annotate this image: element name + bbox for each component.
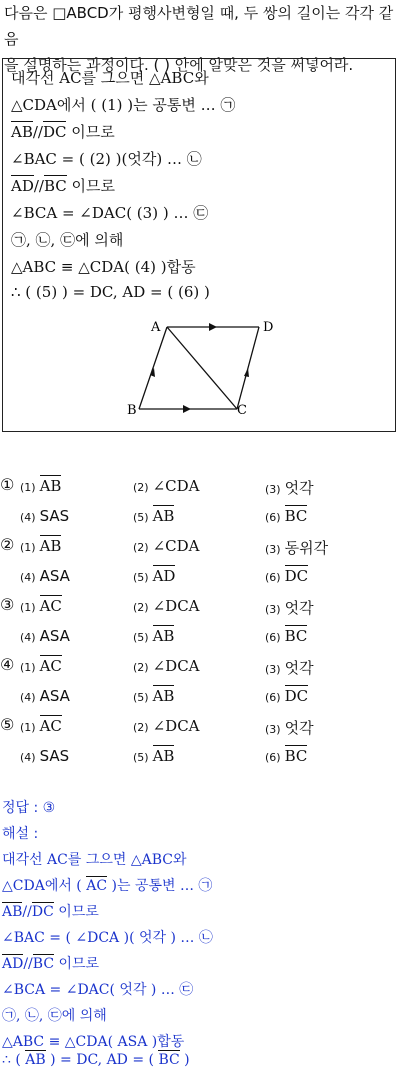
choice-mark: ③ — [0, 595, 15, 614]
proof-line-3-text: 이므로 — [71, 123, 115, 141]
arrow-ad — [209, 323, 217, 331]
choice-3-item-1: AC — [39, 597, 62, 615]
solution-line-8: △ABC ≡ △CDA( ASA )합동 — [2, 1034, 185, 1050]
choice-1-item-4: SAS — [39, 507, 70, 525]
parallelogram-figure — [3, 59, 395, 431]
choice-mark: ② — [0, 535, 15, 554]
proof-line-2: △CDA에서 ( (1) )는 공통변 … ㉠ — [11, 96, 236, 114]
choice-3-item-2: ∠DCA — [152, 597, 200, 615]
segment-dc: DC — [42, 123, 67, 141]
side-ab — [139, 327, 167, 409]
parallel-sign: // — [33, 177, 44, 195]
proof-line-6: ∠BCA = ∠DAC( (3) ) … ㉢ — [11, 204, 209, 222]
choice-3-item-5: AB — [152, 627, 175, 645]
choice-5-item-1: AC — [39, 717, 62, 735]
choice-2-item-3: 동위각 — [284, 539, 329, 557]
question-line-1: 다음은 □ABCD가 평행사변형일 때, 두 쌍의 길이는 각각 같음 — [4, 4, 394, 48]
choice-5-item-3: 엇각 — [284, 719, 314, 737]
segment-ad: AD — [11, 177, 34, 195]
choice-4-item-5: AB — [152, 687, 175, 705]
segment-bc: BC — [43, 177, 67, 195]
parallel-sign: // — [32, 123, 43, 141]
vertex-b: B — [127, 403, 137, 418]
choice-4-item-3: 엇각 — [284, 659, 314, 677]
choice-1-item-5: AB — [152, 507, 175, 525]
choice-mark: ⑤ — [0, 715, 15, 734]
solution-line-4: ∠BAC = ( ∠DCA )( 엇각 ) … ㉡ — [2, 930, 213, 946]
choice-5-item-4: SAS — [39, 747, 70, 765]
solution-line-2: △CDA에서 ( AC )는 공통변 … ㉠ — [2, 878, 213, 894]
choice-2-item-6: DC — [284, 567, 309, 585]
choice-mark: ④ — [0, 655, 15, 674]
proof-box — [2, 58, 396, 432]
choice-2-item-4: ASA — [39, 567, 70, 585]
arrow-bc — [183, 405, 191, 413]
choice-mark: ① — [0, 475, 15, 494]
choice-1-item-2: ∠CDA — [152, 477, 200, 495]
proof-line-1: 대각선 AC를 그으면 △ABC와 — [11, 69, 209, 87]
segment-ab: AB — [11, 123, 33, 141]
choice-3-item-6: BC — [284, 627, 308, 645]
choice-4-item-1: AC — [39, 657, 62, 675]
choice-5-item-2: ∠DCA — [152, 717, 200, 735]
choice-1-item-1: AB — [39, 477, 62, 495]
solution-line-7: ㉠, ㉡, ㉢에 의해 — [2, 1008, 107, 1024]
proof-line-7: ㉠, ㉡, ㉢에 의해 — [11, 231, 124, 249]
choice-5-item-6: BC — [284, 747, 308, 765]
solution-line-1: 대각선 AC를 그으면 △ABC와 — [2, 852, 187, 868]
choice-1-item-6: BC — [284, 507, 308, 525]
choice-1-item-3: 엇각 — [284, 479, 314, 497]
vertex-c: C — [237, 403, 247, 418]
vertex-d: D — [263, 320, 274, 335]
question-line-2: 을 설명하는 과정이다. ( ) 안에 알맞은 것을 써넣어라. — [4, 56, 354, 74]
solution-line-5: AD//BC 이므로 — [2, 956, 100, 972]
choice-2-item-2: ∠CDA — [152, 537, 200, 555]
proof-line-5-text: 이므로 — [71, 177, 116, 195]
choice-3-item-4: ASA — [39, 627, 70, 645]
solution-line-9: ∴ ( AB ) = DC, AD = ( BC ) — [2, 1052, 190, 1068]
proof-line-9: ∴ ( (5) ) = DC, AD = ( (6) ) — [11, 283, 210, 301]
choice-4-item-2: ∠DCA — [152, 657, 200, 675]
choice-3-item-3: 엇각 — [284, 599, 314, 617]
solution-line-6: ∠BCA = ∠DAC( 엇각 ) … ㉢ — [2, 982, 194, 998]
choice-4-item-4: ASA — [39, 687, 70, 705]
choice-5-item-5: AB — [152, 747, 175, 765]
vertex-a: A — [151, 320, 161, 335]
solution-title: 해설 : — [2, 826, 39, 842]
solution-line-3: AB//DC 이므로 — [2, 904, 99, 920]
diagonal-ac — [167, 327, 237, 409]
answer-text: 정답 : ③ — [2, 800, 56, 816]
choice-4-item-6: DC — [284, 687, 309, 705]
choice-2-item-5: AD — [152, 567, 176, 585]
proof-line-4: ∠BAC = ( (2) )(엇각) … ㉡ — [11, 150, 202, 168]
proof-line-8: △ABC ≡ △CDA( (4) )합동 — [11, 258, 196, 276]
choice-2-item-1: AB — [39, 537, 62, 555]
